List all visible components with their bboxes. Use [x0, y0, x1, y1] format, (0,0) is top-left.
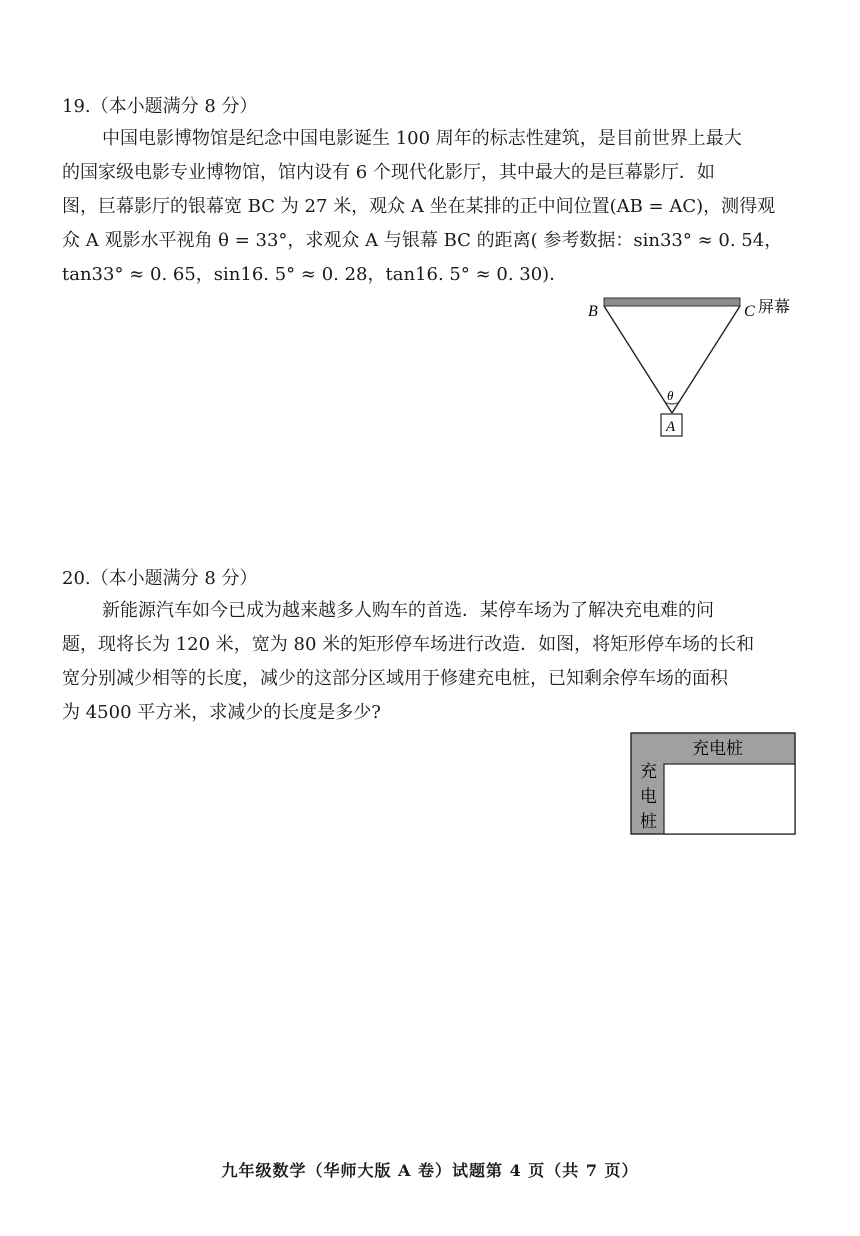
- q20-line-1: 新能源汽车如今已成为越来越多人购车的首选．某停车场为了解决充电难的问: [102, 600, 714, 621]
- q20-heading: 20.（本小题满分 8 分）: [62, 568, 258, 589]
- q19-line-1: 中国电影博物馆是纪念中国电影诞生 100 周年的标志性建筑，是目前世界上最大: [102, 128, 742, 149]
- remaining-parking-area: [664, 764, 795, 834]
- charging-side-char-3: 桩: [640, 812, 657, 831]
- charging-side-char-2: 电: [640, 787, 657, 806]
- charging-label-top: 充电桩: [692, 739, 743, 758]
- label-theta: θ: [667, 388, 674, 403]
- label-b: B: [588, 303, 598, 320]
- q19-body: [62, 122, 802, 292]
- line-ac: [672, 306, 740, 413]
- q19-line-3: 图，巨幕影厅的银幕宽 BC 为 27 米，观众 A 坐在某排的正中间位置(AB = AC)，测得观: [62, 196, 776, 217]
- q19-figure: [580, 290, 810, 450]
- q20-line-3: 宽分别减少相等的长度，减少的这部分区域用于修建充电桩，已知剩余停车场的面积: [62, 668, 728, 689]
- q20-figure: [630, 732, 798, 838]
- q20-body: [62, 594, 802, 730]
- page-footer: 九年级数学（华师大版 A 卷）试题第 4 页（共 7 页）: [221, 1161, 639, 1180]
- q19-line-5: tan33° ≈ 0. 65，sin16. 5° ≈ 0. 28，tan16. 5° ≈ 0. 30)．: [62, 264, 568, 285]
- screen-bar: [604, 298, 740, 306]
- q19-line-2: 的国家级电影专业博物馆，馆内设有 6 个现代化影厅，其中最大的是巨幕影厅．如: [62, 162, 715, 183]
- q19-heading: 19.（本小题满分 8 分）: [62, 96, 258, 117]
- label-screen: 屏幕: [758, 299, 791, 316]
- label-a: A: [666, 419, 676, 435]
- charging-side-char-1: 充: [640, 762, 657, 781]
- q20-line-2: 题，现将长为 120 米，宽为 80 米的矩形停车场进行改造．如图，将矩形停车场的长和: [62, 634, 755, 655]
- q20-line-4: 为 4500 平方米，求减少的长度是多少?: [62, 702, 381, 723]
- q19-line-4: 众 A 观影水平视角 θ = 33°，求观众 A 与银幕 BC 的距离( 参考数据：sin33° ≈ 0. 54，: [62, 230, 783, 251]
- line-ab: [604, 306, 672, 413]
- label-c: C: [744, 303, 755, 320]
